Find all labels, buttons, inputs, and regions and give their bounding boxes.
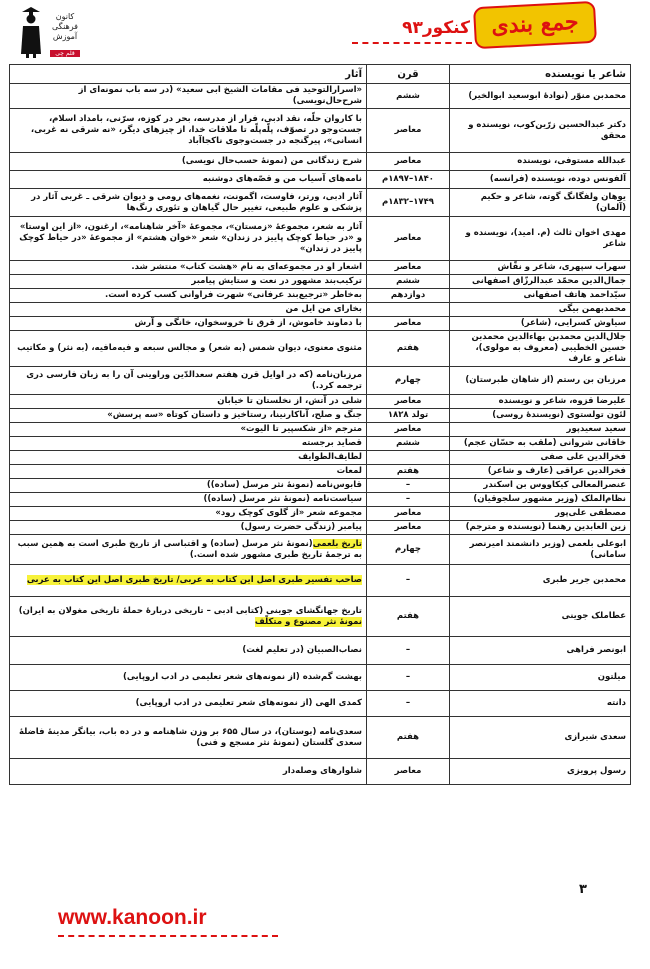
- works-cell: [10, 507, 367, 521]
- works-cell: [10, 535, 367, 565]
- author-cell: عبدالله مستوفی، نویسنده: [450, 153, 631, 171]
- table-row: [10, 691, 631, 717]
- highlighted-text: صاحب تفسیر طبری اصل این کتاب به عربی/ تاریخ طبری اصل این کتاب به عربی: [26, 575, 362, 585]
- table-row: [10, 665, 631, 691]
- works-cell: [10, 493, 367, 507]
- author-cell: جمال‌الدین محمّد عبدالرزّاق اصفهانی: [450, 275, 631, 289]
- century-cell: –: [367, 665, 450, 691]
- page-header: [0, 0, 650, 62]
- works-text: جنگ و صلح، آناکارنینا، رستاخیز و داستان کوتاه «سه پرسش»: [107, 410, 362, 420]
- works-text: بهشت گم‌شده (از نمونه‌های شعر تعلیمی در ادب اروپایی): [122, 672, 362, 682]
- author-cell: یوهان ولفگانگ گوته، شاعر و حکیم (آلمان): [450, 189, 631, 217]
- title-badge: جمع بندی: [473, 1, 597, 49]
- works-cell: [10, 153, 367, 171]
- works-text: شلی در آتش، از نخلستان تا خیابان: [217, 396, 362, 406]
- authors-works-table: [9, 64, 631, 785]
- table-row: [10, 565, 631, 597]
- table-row: [10, 493, 631, 507]
- author-cell: سیاوش کسرایی، (شاعر): [450, 317, 631, 331]
- author-cell: لئون تولستوی (نویسندهٔ روسی): [450, 409, 631, 423]
- works-cell: [10, 84, 367, 109]
- works-text: مرزبان‌نامه (که در اوایل قرن هفتم سعدالدّین وراوینی آن را به زبان فارسی دری ترجمه کرد.): [26, 369, 362, 391]
- highlighted-text: تاریخ بلعمی: [312, 538, 362, 549]
- works-cell: [10, 437, 367, 451]
- footer-underline: [58, 935, 278, 937]
- table-row: [10, 597, 631, 637]
- century-cell: معاصر: [367, 423, 450, 437]
- century-cell: ۱۸۴۰–۱۸۹۷م: [367, 171, 450, 189]
- works-text: کمدی الهی (از نمونه‌های شعر تعلیمی در ادب اروپایی): [135, 698, 362, 708]
- header-century: قرن: [367, 65, 450, 84]
- century-cell: دوازدهم: [367, 289, 450, 303]
- century-cell: معاصر: [367, 521, 450, 535]
- works-cell: [10, 479, 367, 493]
- works-cell: [10, 717, 367, 759]
- graduate-figure-icon: [18, 6, 44, 58]
- works-cell: [10, 451, 367, 465]
- author-cell: فخرالدین علی صفی: [450, 451, 631, 465]
- works-cell: [10, 691, 367, 717]
- author-cell: فخرالدین عراقی (عارف و شاعر): [450, 465, 631, 479]
- works-text: مترجم «از شکسپیر تا الیوت»: [240, 424, 362, 434]
- century-cell: معاصر: [367, 217, 450, 261]
- century-cell: معاصر: [367, 507, 450, 521]
- works-text: شلوارهای وصله‌دار: [282, 766, 362, 776]
- table-row: [10, 535, 631, 565]
- author-cell: سعدی شیرازی: [450, 717, 631, 759]
- century-cell: معاصر: [367, 395, 450, 409]
- century-cell: چهارم: [367, 535, 450, 565]
- works-text: تاریخ جهانگشای جوینی (کتابی ادبی – تاریخی دربارهٔ حملهٔ تاریخی مغولان به ایران): [18, 605, 362, 616]
- title-konkur: کنکور۹۳: [402, 18, 470, 38]
- table-row: [10, 507, 631, 521]
- works-cell: [10, 171, 367, 189]
- works-cell: [10, 217, 367, 261]
- page-title: [346, 4, 596, 52]
- author-cell: مرزبان بن رستم (از شاهان طبرستان): [450, 367, 631, 395]
- works-cell: [10, 317, 367, 331]
- author-cell: عنصرالمعالی کیکاووس بن اسکندر: [450, 479, 631, 493]
- header-author: شاعر یا نویسنده: [450, 65, 631, 84]
- works-text: مثنوی معنوی، دیوان شمس (به شعر) و مجالس سبعه و فیه‌مافیه، (به نثر) و مکاتیب: [17, 343, 362, 353]
- century-cell: معاصر: [367, 153, 450, 171]
- century-cell: ۱۷۴۹–۱۸۳۲م: [367, 189, 450, 217]
- author-cell: سهراب سپهری، شاعر و نقّاش: [450, 261, 631, 275]
- table-row: [10, 465, 631, 479]
- century-cell: هفتم: [367, 717, 450, 759]
- century-cell: ششم: [367, 275, 450, 289]
- logo-red-label: قلم چی: [50, 50, 80, 57]
- author-cell: جلال‌الدین محمدبن بهاءالدین محمدبن حسین الخطیبی (معروف به مولوی)، شاعر و عارف: [450, 331, 631, 367]
- century-cell: معاصر: [367, 317, 450, 331]
- title-underline: [352, 42, 472, 44]
- works-text: به‌خاطر «ترجیع‌بند عرفانی» شهرت فراوانی کسب کرده است.: [104, 290, 362, 300]
- works-text: بخارای من ایل من: [285, 304, 362, 314]
- works-cell: [10, 395, 367, 409]
- table-row: [10, 521, 631, 535]
- author-cell: رسول پرویزی: [450, 759, 631, 785]
- works-text: با دماوند خاموش، از قرق تا خروسخوان، خانگی و آرش: [134, 318, 362, 328]
- works-cell: [10, 303, 367, 317]
- century-cell: ششم: [367, 437, 450, 451]
- works-cell: [10, 565, 367, 597]
- author-cell: علیرضا قزوه، شاعر و نویسنده: [450, 395, 631, 409]
- works-text: شرح زندگانی من (نمونهٔ حسب‌حال نویسی): [181, 156, 362, 166]
- table-row: [10, 437, 631, 451]
- logo-text: کانون فرهنگی آموزش: [52, 12, 78, 41]
- author-cell: محمدبن جریر طبری: [450, 565, 631, 597]
- works-text: نامه‌های آسیاب من و قصّه‌های دوشنبه: [202, 174, 362, 184]
- author-cell: ابونصر فراهی: [450, 637, 631, 665]
- works-cell: [10, 409, 367, 423]
- table-row: [10, 109, 631, 153]
- works-text: پیامبر (زندگی حضرت رسول): [240, 522, 362, 532]
- works-text: اشعار او در مجموعه‌ای به نام «هشت کتاب» منتشر شد.: [131, 262, 362, 272]
- footer: [58, 902, 278, 942]
- table-row: [10, 331, 631, 367]
- author-cell: سیّداحمد هاتف اصفهانی: [450, 289, 631, 303]
- works-text: آثار ادبی، ورتر، فاوست، اگمونت، نغمه‌های رومی و دیوان شرقی ـ غربی آثار در پزشکی و علوم طبیعی، تغییر حال گیاهان و تئوری رنگ‌ها: [31, 191, 362, 213]
- author-cell: نظام‌الملک (وزیر مشهور سلجوقیان): [450, 493, 631, 507]
- century-cell: تولد ۱۸۲۸: [367, 409, 450, 423]
- century-cell: معاصر: [367, 261, 450, 275]
- century-cell: ششم: [367, 84, 450, 109]
- table-row: [10, 261, 631, 275]
- table-row: [10, 303, 631, 317]
- works-cell: [10, 423, 367, 437]
- page-number: ۳: [579, 882, 587, 897]
- works-cell: [10, 261, 367, 275]
- century-cell: هفتم: [367, 465, 450, 479]
- table-row: [10, 479, 631, 493]
- table-row: [10, 289, 631, 303]
- table-row: [10, 217, 631, 261]
- table-row: [10, 759, 631, 785]
- table-row: [10, 409, 631, 423]
- author-cell: سعید سعیدپور: [450, 423, 631, 437]
- works-text: نصاب‌الصبیان (در تعلیم لغت): [242, 645, 362, 655]
- author-cell: زین العابدین رهنما (نویسنده و مترجم): [450, 521, 631, 535]
- table-body: [10, 84, 631, 785]
- author-cell: دانته: [450, 691, 631, 717]
- author-cell: آلفونس دوده، نویسنده (فرانسه): [450, 171, 631, 189]
- works-cell: [10, 367, 367, 395]
- works-text: قابوس‌نامه (نمونهٔ نثر مرسل (ساده)): [206, 480, 362, 490]
- author-cell: عطاملک جوینی: [450, 597, 631, 637]
- works-text: سعدی‌نامه (بوستان)، در سال ۶۵۵ بر وزن شاهنامه و در ده باب، بیانگر مدینهٔ فاضلهٔ سعدی گلستان (نمونهٔ نثر مسجع و فنی): [18, 726, 362, 748]
- century-cell: –: [367, 691, 450, 717]
- table-row: [10, 395, 631, 409]
- century-cell: معاصر: [367, 759, 450, 785]
- works-text: سیاست‌نامه (نمونهٔ نثر مرسل (ساده)): [203, 494, 362, 504]
- works-text: آثار به شعر، مجموعهٔ «زمستان»، مجموعهٔ «آخر شاهنامه»، ارغنون، «از این اوستا» و «در حیاط کوچک پاییز در زندان» شعر «خوان هشتم» از مجموعهٔ «در حیاط کوچک پاییز در زندان»: [19, 222, 362, 254]
- century-cell: –: [367, 637, 450, 665]
- century-cell: –: [367, 479, 450, 493]
- table-row: [10, 153, 631, 171]
- table-row: [10, 637, 631, 665]
- works-cell: [10, 331, 367, 367]
- author-cell: خاقانی شروانی (ملقب به حسّان عجم): [450, 437, 631, 451]
- table-row: [10, 317, 631, 331]
- works-cell: [10, 665, 367, 691]
- table-row: [10, 189, 631, 217]
- author-cell: دکتر عبدالحسین زرّین‌کوب، نویسنده و محقق: [450, 109, 631, 153]
- century-cell: –: [367, 565, 450, 597]
- table-row: [10, 367, 631, 395]
- table-row: [10, 717, 631, 759]
- works-text: با کاروان حلّه، نقد ادبی، فرار از مدرسه، بحر در کوزه، سرّنی، بامداد اسلام، جست‌وجو در تصوّف، پلّه‌پلّه تا ملاقات خدا، از چیزهای دیگر، «نه شرقی نه غربی، انسانی»، پیرگنجه در جست‌وجوی ناکجاآباد: [30, 114, 362, 146]
- author-cell: مصطفی علی‌پور: [450, 507, 631, 521]
- table-row: [10, 84, 631, 109]
- century-cell: –: [367, 493, 450, 507]
- author-cell: ابوعلی بلعمی (وزیر دانشمند امیرنصر سامانی): [450, 535, 631, 565]
- table-row: [10, 275, 631, 289]
- century-cell: چهارم: [367, 367, 450, 395]
- table-header-row: [10, 65, 631, 84]
- works-cell: [10, 521, 367, 535]
- works-text: لمعات: [336, 466, 362, 476]
- works-text: لطایف‌الطوایف: [298, 452, 362, 462]
- works-cell: [10, 289, 367, 303]
- table-row: [10, 451, 631, 465]
- works-cell: [10, 637, 367, 665]
- highlighted-text: نمونهٔ نثر مصنوع و متکلّف: [254, 616, 362, 627]
- header-works: آثار: [10, 65, 367, 84]
- author-cell: میلتون: [450, 665, 631, 691]
- century-cell: هفتم: [367, 597, 450, 637]
- works-cell: [10, 109, 367, 153]
- works-text: «اسرارالتوحید فی مقامات الشیخ ابی سعید» (در سه باب نمونه‌ای از شرح‌حال‌نویسی): [78, 85, 362, 106]
- century-cell: [367, 303, 450, 317]
- works-text: ترکیب‌بند مشهور در نعت و ستایش پیامبر: [191, 276, 362, 286]
- century-cell: هفتم: [367, 331, 450, 367]
- works-cell: [10, 597, 367, 637]
- footer-url[interactable]: www.kanoon.ir: [58, 906, 207, 929]
- table-row: [10, 171, 631, 189]
- century-cell: [367, 451, 450, 465]
- works-text: قصاید برجسته: [301, 438, 362, 448]
- author-cell: مهدی اخوان ثالث (م. امید)، نویسنده و شاعر: [450, 217, 631, 261]
- author-cell: محمدبن منوّر (نوادهٔ ابوسعید ابوالخیر): [450, 84, 631, 109]
- table-row: [10, 423, 631, 437]
- works-cell: [10, 759, 367, 785]
- works-text: مجموعه شعر «از گلوی کوچک رود»: [215, 508, 362, 518]
- works-text: (نمونهٔ نثر مرسل (ساده) و اقتباسی از تاریخ طبری است به همین سبب به ترجمهٔ تاریخ طبری مشهور شده است.): [17, 538, 362, 560]
- kanoon-logo: [18, 6, 88, 58]
- works-cell: [10, 275, 367, 289]
- author-cell: محمدبهمن بیگی: [450, 303, 631, 317]
- works-cell: [10, 465, 367, 479]
- century-cell: معاصر: [367, 109, 450, 153]
- works-cell: [10, 189, 367, 217]
